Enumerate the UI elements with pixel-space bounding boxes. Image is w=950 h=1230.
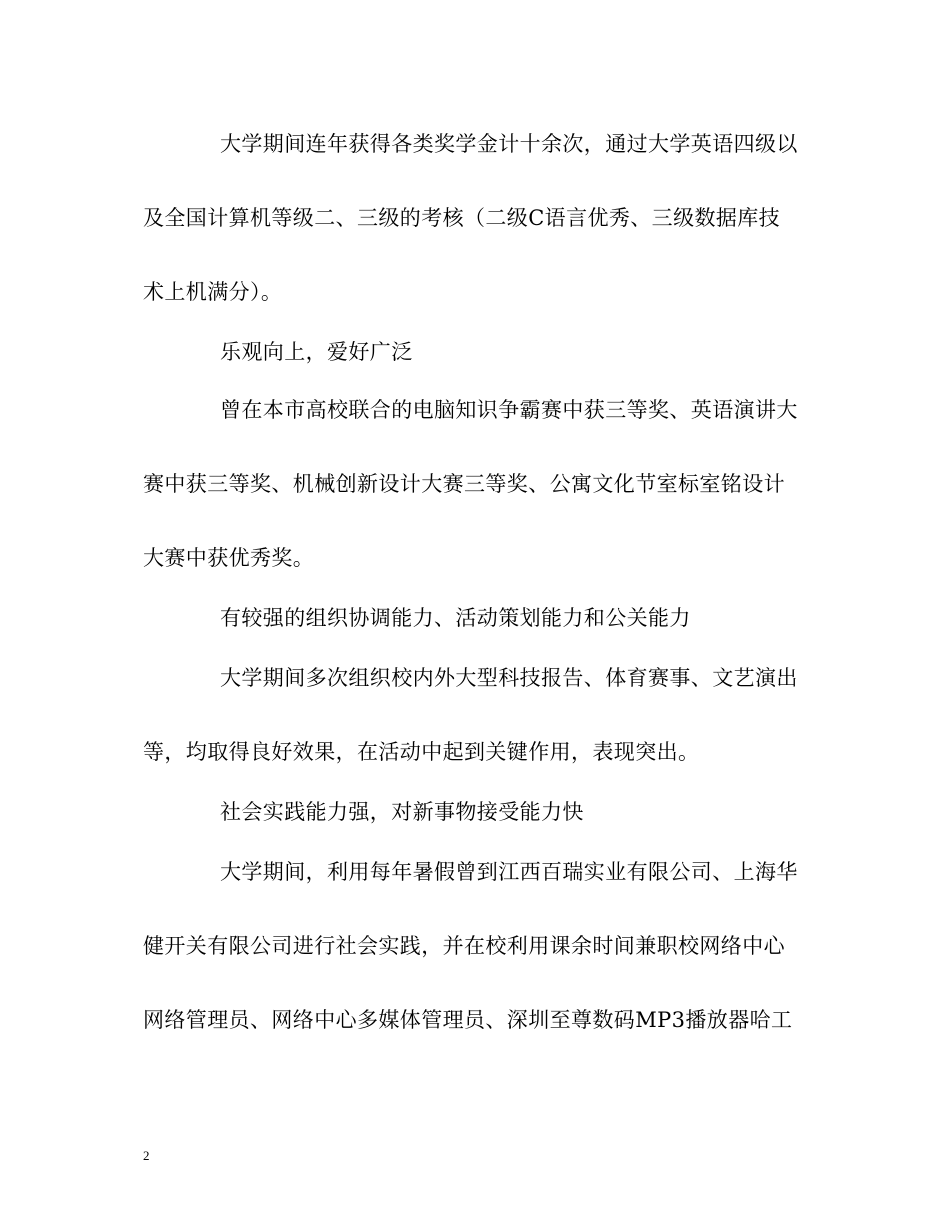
section-heading: 有较强的组织协调能力、活动策划能力和公关能力 (220, 606, 691, 630)
paragraph-line: 网络管理员、网络中心多媒体管理员、深圳至尊数码MP3播放器哈工 (143, 1008, 793, 1032)
section-heading: 社会实践能力强，对新事物接受能力快 (220, 800, 584, 824)
paragraph-line: 术上机满分）。 (143, 280, 283, 304)
paragraph-line: 大赛中获优秀奖。 (143, 546, 315, 570)
paragraph-line: 曾在本市高校联合的电脑知识争霸赛中获三等奖、英语演讲大 (220, 398, 798, 422)
paragraph-line: 等，均取得良好效果，在活动中起到关键作用，表现突出。 (143, 740, 700, 764)
paragraph-line: 大学期间多次组织校内外大型科技报告、体育赛事、文艺演出 (220, 666, 798, 690)
paragraph-line: 及全国计算机等级二、三级的考核（二级C语言优秀、三级数据库技 (143, 206, 781, 230)
paragraph-line: 赛中获三等奖、机械创新设计大赛三等奖、公寓文化节室标室铭设计 (143, 472, 785, 496)
paragraph-line: 健开关有限公司进行社会实践，并在校利用课余时间兼职校网络中心 (143, 934, 785, 958)
section-heading: 乐观向上，爱好广泛 (220, 340, 413, 364)
paragraph-line: 大学期间连年获得各类奖学金计十余次，通过大学英语四级以 (220, 132, 798, 156)
page-number: 2 (143, 1148, 150, 1163)
paragraph-line: 大学期间，利用每年暑假曾到江西百瑞实业有限公司、上海华 (220, 860, 798, 884)
